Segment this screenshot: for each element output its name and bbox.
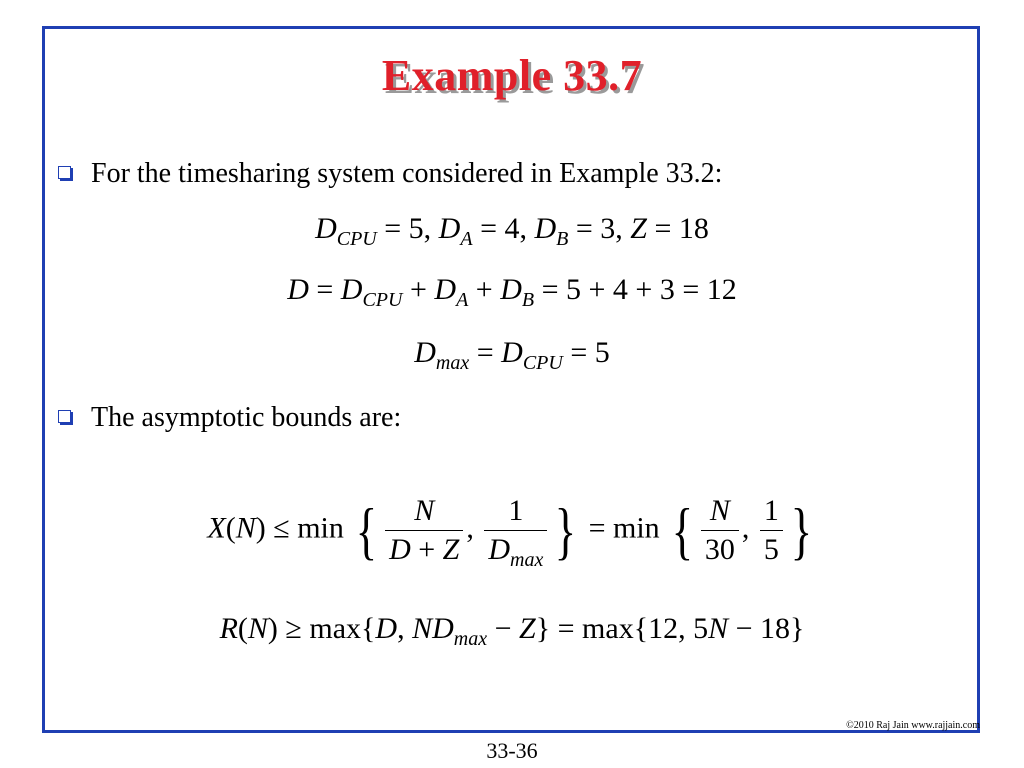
- square-bullet-icon: [58, 410, 71, 423]
- equation-response-bound: R(N) ≥ max{D, $ND_{max} - Z\} = \max\{12$, 5N − 18}: [219, 612, 805, 650]
- bullet-text: The asymptotic bounds are:: [91, 402, 402, 433]
- page-number: 33-36: [486, 738, 538, 763]
- square-bullet-icon: [58, 166, 71, 179]
- bullet-text: For the timesharing system considered in Example 33.2:: [91, 158, 723, 189]
- equation-max-demand: $D_{max} = D_{CPU} = 5$: [414, 336, 610, 374]
- bullet-item: [58, 402, 401, 434]
- equation-total-demand: $D = D_{CPU} + D_A + D_B = 5 + 4 + 3 = 12$: [287, 273, 737, 311]
- slide-title: Example 33.7: [381, 51, 643, 100]
- equation-throughput-bound: X(N) ≤ min { $\frac{N}{D + Z}$ , $\frac{1}{D_{max}}$ } = min { $\frac{N}{30}$ , $\frac{1}{5}$ }: [207, 494, 813, 571]
- equation-demands: $D_{CPU} = 5$, $D_A = 4$, $D_B = 3$, Z = 18: [315, 212, 709, 250]
- bullet-item: [58, 158, 722, 190]
- copyright-notice: ©2010 Raj Jain www.rajjain.com: [846, 720, 980, 731]
